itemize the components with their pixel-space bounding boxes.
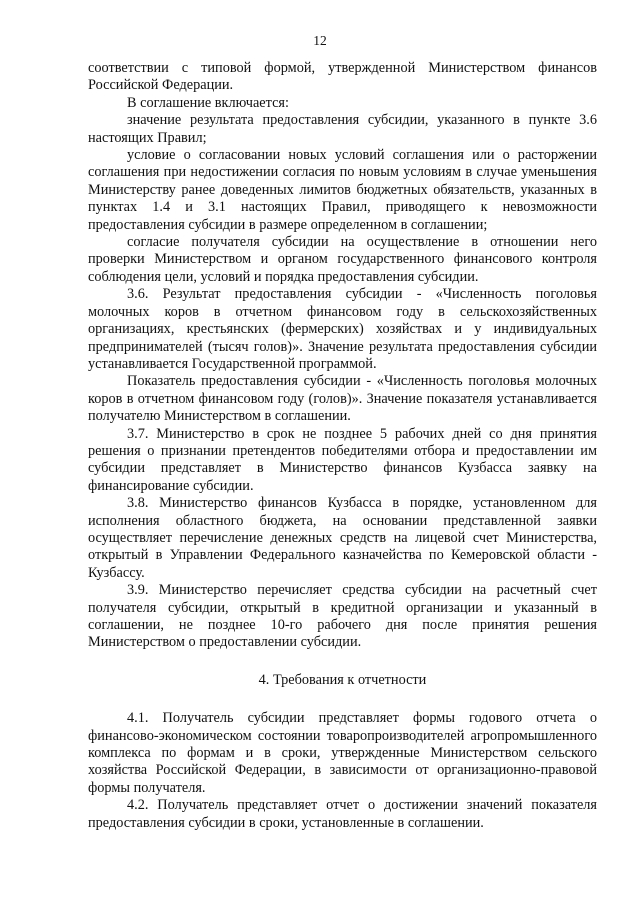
paragraph: Показатель предоставления субсидии - «Численность поголовья молочных коров в отчетном финансовом году (голов)». Значение показателя устанавливается получателю Министерством в соглашении.: [88, 373, 597, 425]
paragraph: 3.9. Министерство перечисляет средства субсидии на расчетный счет получателя субсидии, открытый в кредитной организации и указанный в соглашении, не позднее 10-го рабочего дня после принятия решения Министерством о предоставлении субсидии.: [88, 582, 597, 651]
paragraph: условие о согласовании новых условий соглашения или о расторжении соглашения при недостижении согласия по новым условиям в случае уменьшения Министерству ранее доведенных лимитов бюджетных обязательств, указанных в пунктах 1.4 и 3.1 настоящих Правил, приводящего к невозможности предоставления субсидии в размере определенном в соглашении;: [88, 147, 597, 233]
paragraph: согласие получателя субсидии на осуществление в отношении него проверки Министерством и органом государственного финансового контроля соблюдения цели, условий и порядка предоставления субсидии.: [88, 234, 597, 285]
paragraph: 3.6. Результат предоставления субсидии - «Численность поголовья молочных коров в отчетном финансовом году в сельскохозяйственных организациях, крестьянских (фермерских) хозяйствах и у индивидуальных предпринимателей (тысяч голов)». Значение результата предоставления субсидии устанавливается Государственной программой.: [88, 286, 597, 372]
paragraph: 3.7. Министерство в срок не позднее 5 рабочих дней со дня принятия решения о признании претендентов победителями отбора и предоставлении им субсидии представляет в Министерство финансов Кузбасса заявку на финансирование субсидии.: [88, 425, 597, 494]
section-heading: 4. Требования к отчетности: [258, 671, 427, 688]
paragraph: соответствии с типовой формой, утвержденной Министерством финансов Российской Федерации.: [88, 60, 597, 94]
paragraph: В соглашение включается:: [127, 94, 289, 111]
paragraph: значение результата предоставления субсидии, указанного в пункте 3.6 настоящих Правил;: [88, 112, 597, 146]
paragraph: 3.8. Министерство финансов Кузбасса в порядке, установленном для исполнения областного бюджета, на основании представленной заявки осуществляет перечисление денежных средств на лицевой счет Министерства, открытый в Управлении Федерального казначейства по Кемеровской области - Кузбассу.: [88, 495, 597, 581]
document-body: [88, 60, 597, 832]
paragraph: 4.2. Получатель представляет отчет о достижении значений показателя предоставления субсидии в сроки, установленные в соглашении.: [88, 797, 597, 831]
paragraph: 4.1. Получатель субсидии представляет формы годового отчета о финансово-экономическом состоянии товаропроизводителей агропромышленного комплекса по формам и в сроки, утвержденные Министерством сельского хозяйства Российской Федерации, в зависимости от организационно-правовой формы получателя.: [88, 710, 597, 796]
page-number: 12: [313, 33, 327, 48]
